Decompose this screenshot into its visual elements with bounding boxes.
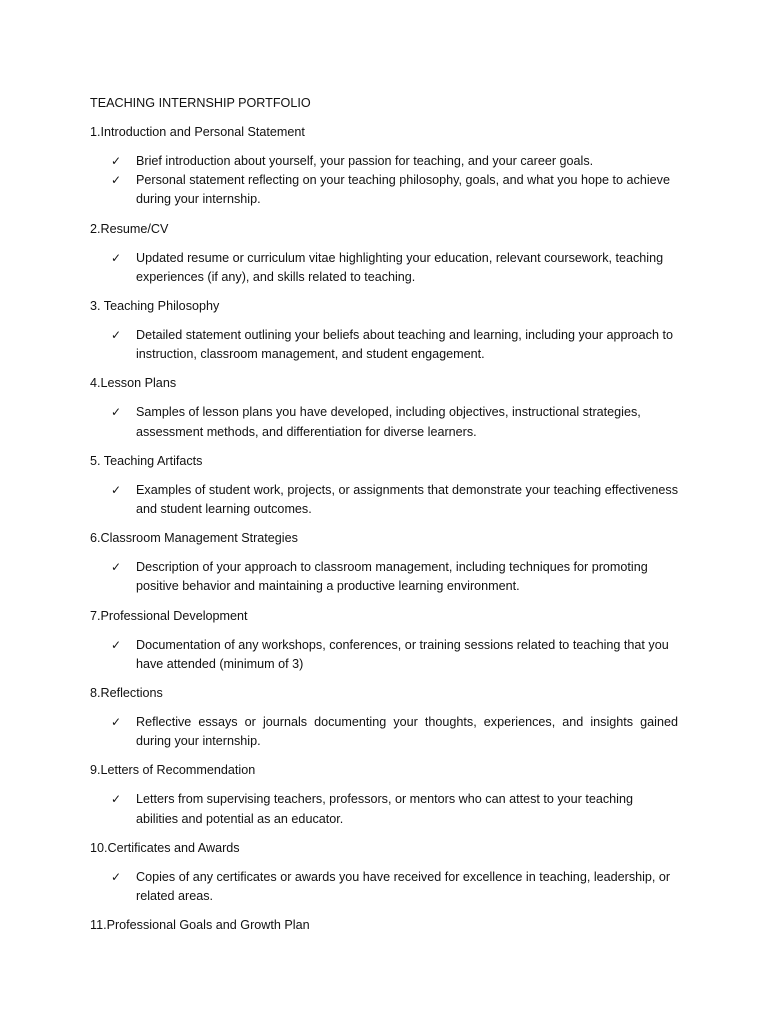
bullet-list — [90, 481, 678, 519]
section-heading: 10.Certificates and Awards — [90, 840, 240, 855]
check-mark-icon: ✓ — [111, 328, 122, 343]
bullet-list — [90, 326, 678, 364]
bullet-item — [90, 152, 678, 171]
section-heading: 2.Resume/CV — [90, 221, 169, 236]
bullet-item — [90, 171, 678, 209]
bullet-item — [90, 558, 678, 596]
bullet-list — [90, 403, 678, 441]
check-mark-icon: ✓ — [111, 154, 122, 168]
bullet-text: Samples of lesson plans you have developed, including objectives, instructional strategies, assessment methods, and differentiation for diverse learners. — [136, 405, 641, 439]
bullet-list — [90, 868, 678, 906]
check-mark-icon: ✓ — [111, 869, 122, 884]
check-mark-icon: ✓ — [111, 637, 122, 652]
bullet-item — [90, 868, 678, 906]
section — [90, 297, 678, 364]
bullet-item — [90, 326, 678, 364]
check-mark-icon: ✓ — [111, 560, 122, 575]
bullet-item — [90, 790, 678, 828]
bullet-item — [90, 403, 678, 441]
bullet-list — [90, 249, 678, 287]
bullet-item — [90, 249, 678, 287]
document-title: TEACHING INTERNSHIP PORTFOLIO — [90, 96, 311, 110]
check-mark-icon: ✓ — [111, 792, 122, 807]
section — [90, 607, 678, 674]
bullet-text: Letters from supervising teachers, professors, or mentors who can attest to your teaching abilities and potential as an educator. — [136, 792, 633, 826]
bullet-text: Reflective essays or journals documenting your thoughts, experiences, and insights gained during your internship. — [136, 715, 678, 749]
section — [90, 684, 678, 751]
bullet-text: Copies of any certificates or awards you have received for excellence in teaching, leadership, or related areas. — [136, 869, 671, 904]
bullet-text: Personal statement reflecting on your teaching philosophy, goals, and what you hope to achieve during your internship. — [136, 173, 670, 207]
section — [90, 374, 678, 441]
sections-container — [90, 123, 678, 935]
bullet-item — [90, 713, 678, 751]
check-mark-icon: ✓ — [111, 715, 122, 730]
section-heading: 1.Introduction and Personal Statement — [90, 125, 305, 139]
section — [90, 761, 678, 828]
section-heading: 3. Teaching Philosophy — [90, 299, 220, 314]
section-heading: 6.Classroom Management Strategies — [90, 531, 298, 546]
bullet-list — [90, 152, 678, 210]
check-mark-icon: ✓ — [111, 250, 122, 265]
check-mark-icon: ✓ — [111, 482, 122, 497]
check-mark-icon: ✓ — [111, 173, 122, 188]
bullet-item — [90, 636, 678, 674]
check-mark-icon: ✓ — [111, 405, 122, 420]
bullet-text: Description of your approach to classroom management, including techniques for promoting positive behavior and maintaining a productive learning environment. — [136, 560, 648, 594]
bullet-text: Brief introduction about yourself, your passion for teaching, and your career goals. — [136, 154, 594, 168]
bullet-text: Updated resume or curriculum vitae highlighting your education, relevant coursework, teaching experiences (if any), and skills related to teaching. — [136, 250, 664, 284]
section-heading: 8.Reflections — [90, 686, 163, 701]
bullet-text: Documentation of any workshops, conferences, or training sessions related to teaching that you have attended (minimum of 3) — [136, 637, 669, 671]
bullet-list — [90, 558, 678, 596]
section — [90, 839, 678, 906]
section — [90, 916, 678, 935]
bullet-text: Examples of student work, projects, or assignments that demonstrate your teaching effectiveness and student learning outcomes. — [136, 482, 678, 517]
bullet-item — [90, 481, 678, 519]
section-heading: 9.Letters of Recommendation — [90, 763, 256, 778]
bullet-list — [90, 636, 678, 674]
section — [90, 123, 678, 210]
section — [90, 529, 678, 596]
bullet-list — [90, 790, 678, 828]
section-heading: 11.Professional Goals and Growth Plan — [90, 918, 310, 933]
section — [90, 452, 678, 519]
bullet-text: Detailed statement outlining your beliefs about teaching and learning, including your approach to instruction, classroom management, and student engagement. — [136, 328, 673, 362]
section — [90, 220, 678, 287]
bullet-list — [90, 713, 678, 751]
section-heading: 5. Teaching Artifacts — [90, 453, 203, 468]
section-heading: 7.Professional Development — [90, 608, 248, 623]
section-heading: 4.Lesson Plans — [90, 376, 177, 391]
